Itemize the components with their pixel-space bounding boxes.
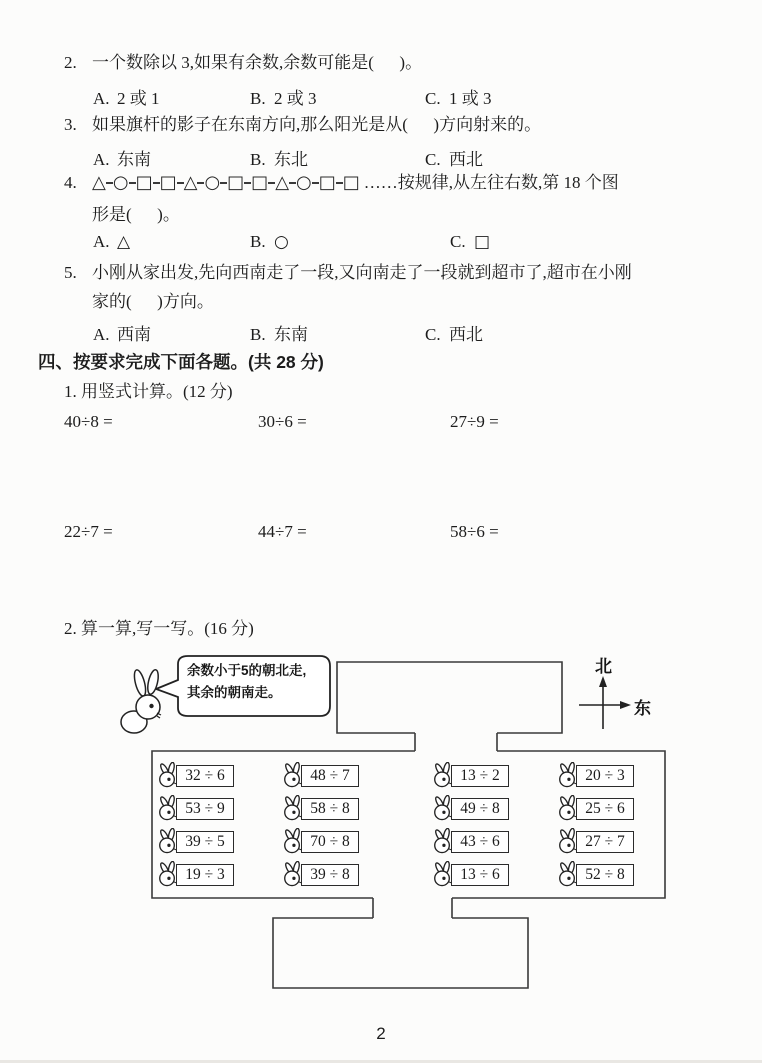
division-card: [431, 826, 509, 853]
expression: 44÷7 =: [258, 522, 307, 541]
division-card: [281, 793, 359, 820]
option-a: A. 2 或 1: [93, 89, 160, 108]
division-card: [281, 826, 359, 853]
expression: 40÷8 =: [64, 412, 113, 431]
compass-north-label: 北: [595, 657, 612, 676]
division-card: [556, 793, 634, 820]
division-expression: 32 ÷ 6: [176, 765, 234, 787]
division-card: [431, 760, 509, 787]
division-expression: 13 ÷ 6: [451, 864, 509, 886]
division-card: [431, 859, 509, 886]
chain-link: [312, 182, 319, 184]
chain-link: [129, 182, 136, 184]
division-expression: 25 ÷ 6: [576, 798, 634, 820]
rabbit-icon: [556, 795, 579, 821]
division-card: [156, 793, 234, 820]
division-card: [556, 826, 634, 853]
expression: 30÷6 =: [258, 412, 307, 431]
circle-shape: ○: [296, 172, 312, 193]
square-shape: □: [135, 172, 153, 193]
circle-shape: ○: [274, 232, 289, 252]
triangle-shape: △: [275, 172, 290, 193]
bubble-text: 余数小于5的朝北走, 其余的朝南走。: [187, 663, 307, 700]
rabbit-icon: [556, 762, 579, 788]
chain-link: [244, 182, 251, 184]
chain-link: [106, 182, 113, 184]
triangle-shape: △: [117, 232, 131, 252]
division-card: [556, 760, 634, 787]
rabbit-icon: [281, 861, 304, 887]
division-expression: 20 ÷ 3: [576, 765, 634, 787]
shape-pattern-chain: [92, 173, 360, 193]
north-box-outline: [337, 662, 562, 733]
page-number: 2: [376, 1024, 386, 1043]
division-card: [556, 859, 634, 886]
expression: 22÷7 =: [64, 522, 113, 541]
option-c: C. 西北: [425, 150, 483, 169]
north-channel-walls: [415, 733, 497, 751]
question-4-options: [0, 232, 762, 256]
question-4: [64, 172, 619, 194]
division-expression: 43 ÷ 6: [451, 831, 509, 853]
rabbit-sorting-diagram: [0, 645, 762, 1005]
question-3-number: 3.: [64, 115, 77, 134]
rabbit-icon: [281, 795, 304, 821]
rabbit-icon: [281, 828, 304, 854]
rabbit-icon: [281, 762, 304, 788]
square-shape: □: [342, 172, 360, 193]
south-channel-walls: [373, 898, 452, 918]
option-b: B. 2 或 3: [250, 89, 317, 108]
question-3-text: 如果旗杆的影子在东南方向,那么阳光是从( )方向射来的。: [92, 115, 542, 134]
division-expression: 70 ÷ 8: [301, 831, 359, 853]
question-5-options: [0, 320, 762, 344]
division-expression: 13 ÷ 2: [451, 765, 509, 787]
division-expression: 58 ÷ 8: [301, 798, 359, 820]
question-5-number: 5.: [64, 263, 77, 282]
division-card: [281, 760, 359, 787]
question-4-line2: 形是( )。: [92, 205, 180, 224]
question-2: [64, 52, 422, 74]
rabbit-icon: [431, 795, 454, 821]
rabbit-icon: [431, 762, 454, 788]
circle-shape: ○: [112, 172, 129, 193]
square-shape: □: [159, 172, 177, 193]
question-2-options: [0, 84, 762, 108]
option-b: B. 东北: [250, 150, 308, 169]
compass-east-label: 东: [634, 699, 651, 718]
division-expression: 53 ÷ 9: [176, 798, 234, 820]
chain-link: [153, 182, 160, 184]
expression: 27÷9 =: [450, 412, 499, 431]
chain-link: [197, 182, 204, 184]
division-expression: 52 ÷ 8: [576, 864, 634, 886]
circle-shape: ○: [204, 172, 221, 193]
question-2-text: 一个数除以 3,如果有余数,余数可能是( )。: [92, 53, 423, 72]
division-expression: 49 ÷ 8: [451, 798, 509, 820]
square-shape: □: [227, 172, 245, 193]
section-4-title: 四、按要求完成下面各题。(共 28 分): [38, 352, 324, 372]
division-card: [431, 793, 509, 820]
rabbit-icon: [156, 861, 179, 887]
division-card: [156, 826, 234, 853]
question-3: [64, 114, 541, 136]
division-card: [156, 859, 234, 886]
compass-icon: [579, 676, 631, 729]
rabbit-icon: [556, 828, 579, 854]
expression: 58÷6 =: [450, 522, 499, 541]
chain-link: [268, 182, 275, 184]
rabbit-icon: [556, 861, 579, 887]
question-2-number: 2.: [64, 53, 77, 72]
division-card: [281, 859, 359, 886]
square-shape: □: [474, 232, 491, 252]
rabbit-icon: [156, 828, 179, 854]
question-5-line2: 家的( )方向。: [92, 292, 214, 311]
rabbit-mascot-icon: [121, 669, 161, 733]
question-4-number: 4.: [64, 173, 77, 192]
division-expression: 39 ÷ 5: [176, 831, 234, 853]
division-expression: 48 ÷ 7: [301, 765, 359, 787]
option-c: C. 1 或 3: [425, 89, 492, 108]
triangle-shape: △: [183, 172, 198, 193]
rabbit-icon: [156, 762, 179, 788]
chain-link: [336, 182, 343, 184]
option-b: B. 东南: [250, 325, 308, 344]
question-5: [64, 262, 632, 284]
rabbit-icon: [431, 861, 454, 887]
chain-link: [177, 182, 184, 184]
chain-link: [220, 182, 227, 184]
rabbit-icon: [431, 828, 454, 854]
square-shape: □: [251, 172, 269, 193]
question-3-options: [0, 145, 762, 169]
option-c: C. 西北: [425, 325, 483, 344]
square-shape: □: [318, 172, 336, 193]
division-card: [156, 760, 234, 787]
section-4-item-1-title: 1. 用竖式计算。(12 分): [64, 382, 233, 401]
section-4-item-2-title: 2. 算一算,写一写。(16 分): [64, 619, 254, 638]
option-b: B. ○: [250, 232, 289, 252]
rabbit-icon: [156, 795, 179, 821]
division-expression: 27 ÷ 7: [576, 831, 634, 853]
chain-link: [289, 182, 296, 184]
option-a: A. △: [93, 232, 131, 252]
question-4-text: ……按规律,从左往右数,第 18 个图: [363, 173, 619, 192]
triangle-shape: △: [92, 172, 106, 193]
division-expression: 19 ÷ 3: [176, 864, 234, 886]
option-c: C. □: [450, 232, 491, 252]
option-a: A. 东南: [93, 150, 151, 169]
option-a: A. 西南: [93, 325, 151, 344]
division-expression: 39 ÷ 8: [301, 864, 359, 886]
south-box-outline: [273, 918, 528, 988]
question-5-text: 小刚从家出发,先向西南走了一段,又向南走了一段就到超市了,超市在小刚: [92, 263, 632, 282]
